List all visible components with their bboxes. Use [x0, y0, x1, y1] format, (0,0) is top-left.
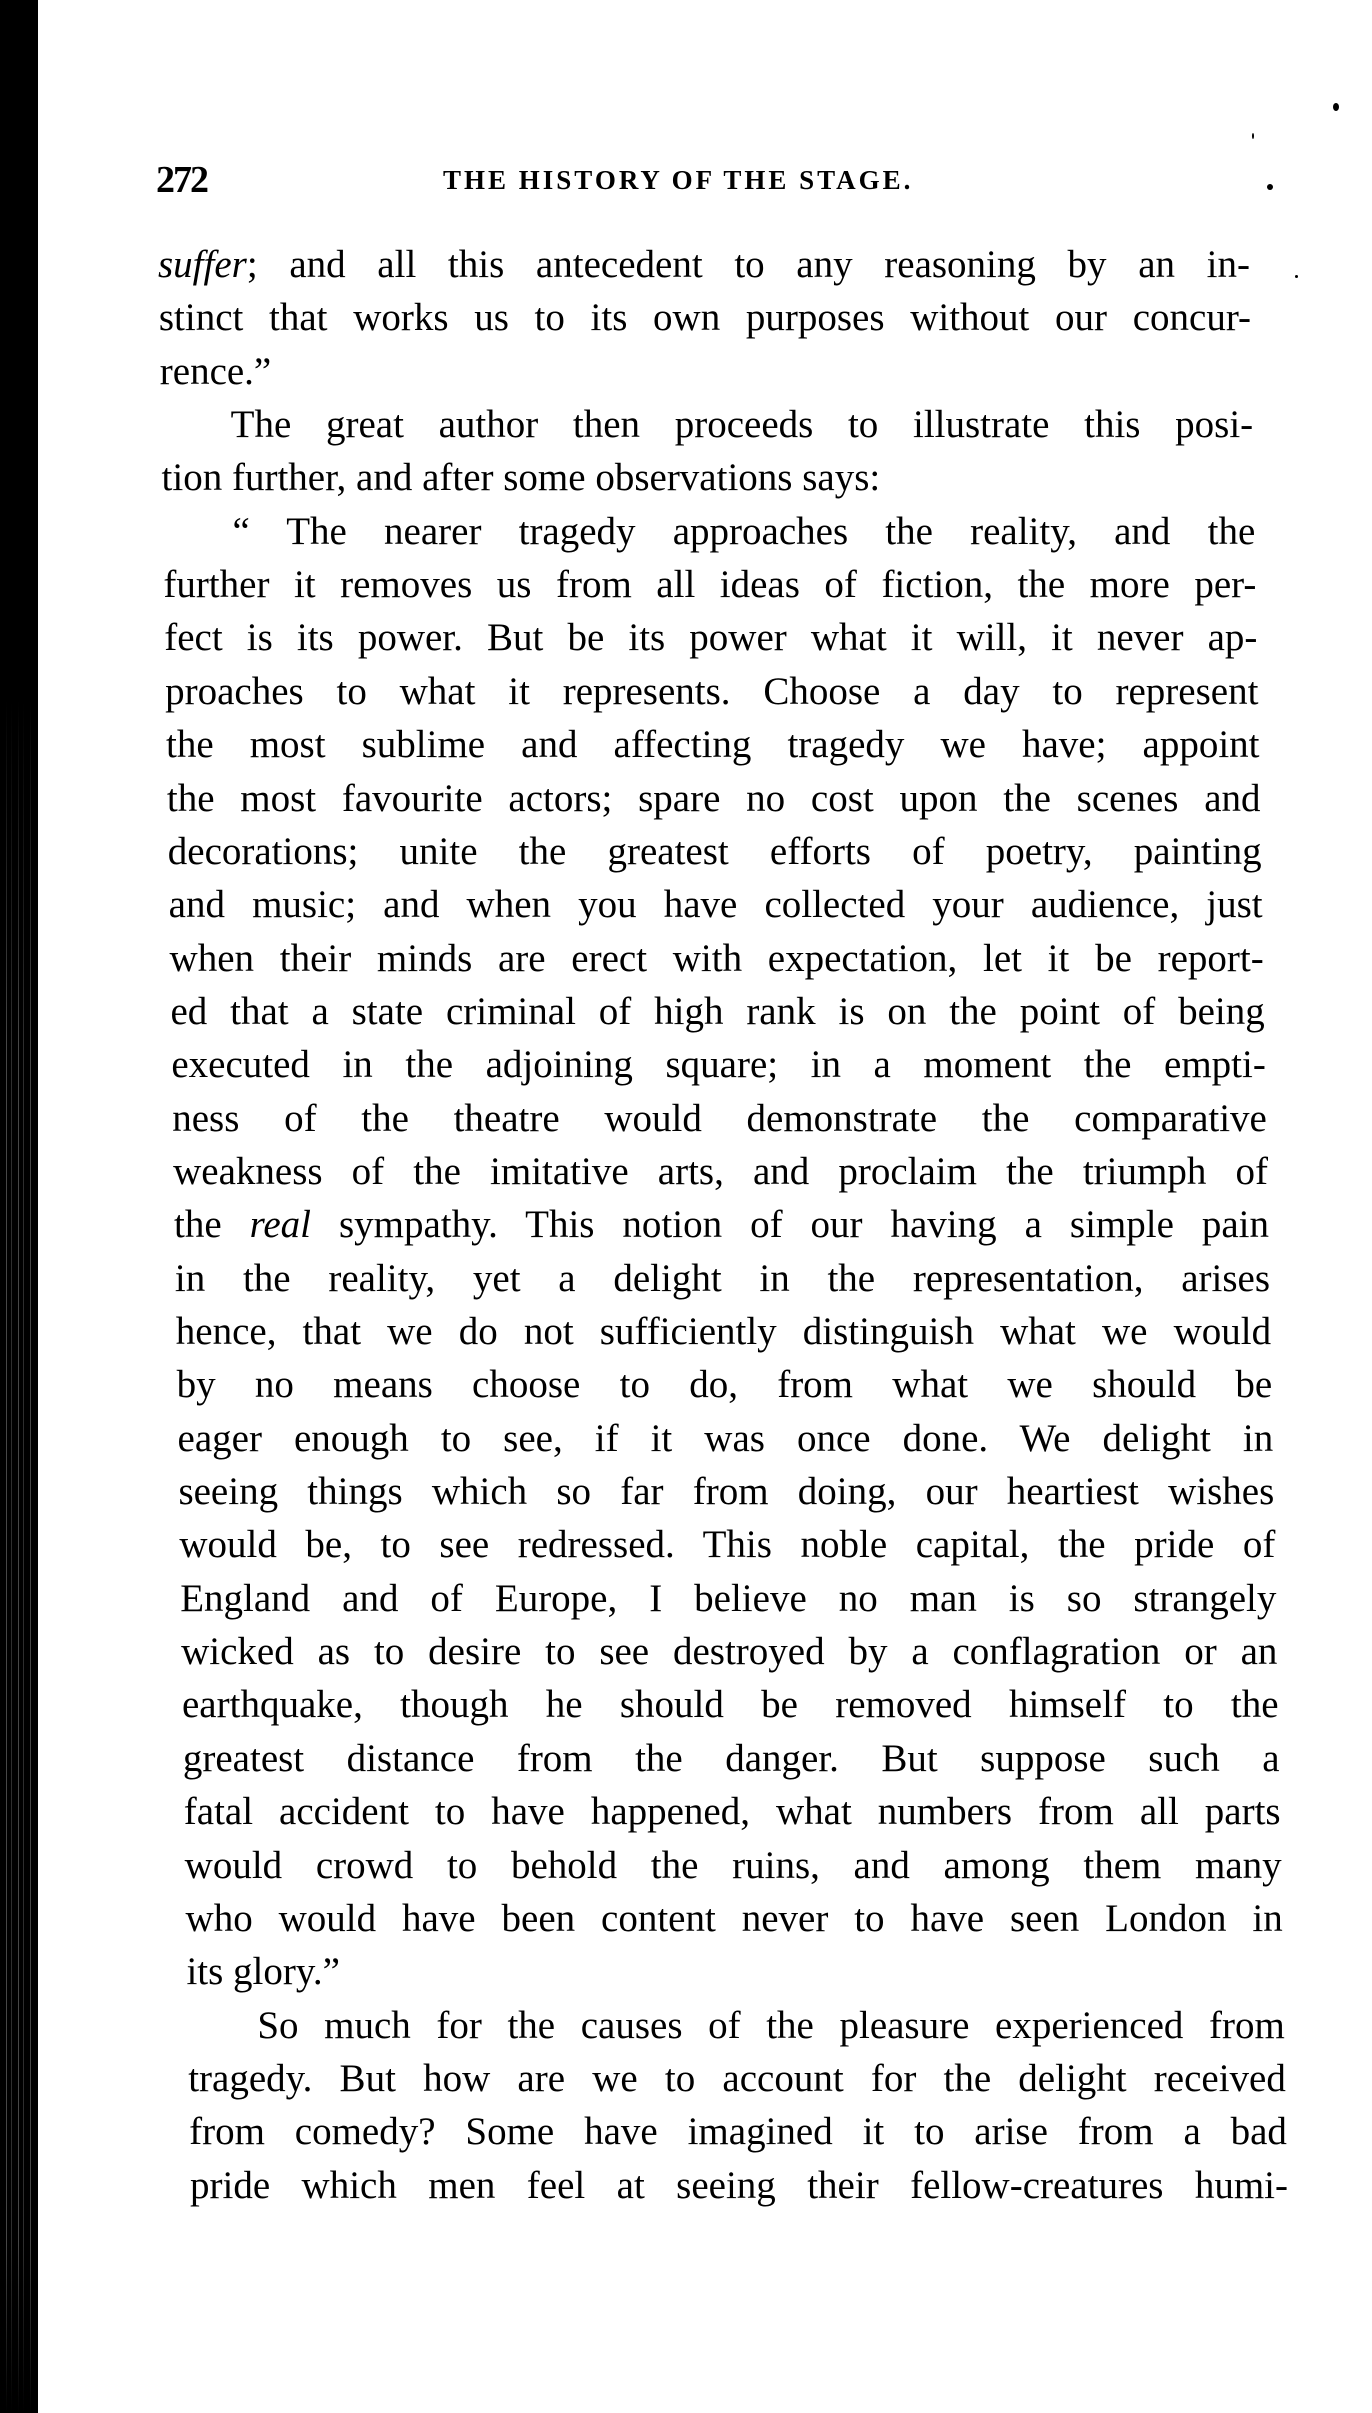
line-text: decorations; unite the greatest efforts of poetry, painting — [167, 829, 1262, 873]
line-text: by no means choose to do, from what we should be — [176, 1363, 1273, 1407]
binding-texture — [0, 700, 34, 2413]
line-text: the most favourite actors; spare no cost upon the scenes and — [166, 776, 1261, 820]
italic-word: suffer — [158, 243, 247, 286]
text-line — [184, 1787, 1281, 1837]
line-text: further it removes us from all ideas of fiction, the more per- — [163, 563, 1257, 607]
text-line — [183, 1734, 1280, 1784]
italic-word: real — [249, 1203, 312, 1247]
text-line — [162, 453, 1255, 503]
text-line — [180, 1574, 1276, 1624]
line-text: in the reality, yet a delight in the representation, arises — [174, 1256, 1271, 1300]
line-text: tion further, and after some observations says: — [161, 456, 881, 500]
text-line — [164, 613, 1257, 663]
text-line — [232, 507, 1255, 557]
line-text: “ The nearer tragedy approaches the reality, and the — [232, 509, 1256, 553]
scan-speck — [1252, 133, 1254, 139]
line-text: pride which men feel at seeing their fellow-creatures humi- — [190, 2163, 1288, 2207]
line-text: fatal accident to have happened, what numbers from all parts — [183, 1790, 1281, 1834]
line-text: would crowd to behold the ruins, and among them many — [184, 1843, 1282, 1887]
text-line — [176, 1307, 1271, 1357]
scan-speck — [1295, 275, 1298, 278]
text-line — [178, 1467, 1274, 1517]
line-text: weakness of the imitative arts, and proclaim the triumph of — [173, 1149, 1268, 1193]
text-line — [172, 1094, 1267, 1144]
text-line — [159, 293, 1251, 343]
line-text: would be, to see redressed. This noble capital, the pride of — [179, 1523, 1276, 1567]
line-text: fect is its power. But be its power what it will, it never ap- — [164, 616, 1258, 660]
text-line — [167, 774, 1261, 824]
text-line — [190, 2161, 1288, 2211]
text-line — [188, 2054, 1286, 2104]
line-text: The great author then proceeds to illustrate this posi- — [230, 403, 1254, 447]
page-number: 272 — [156, 159, 207, 201]
scan-speck — [1267, 184, 1273, 190]
line-text: the most sublime and affecting tragedy we have; appoint — [166, 723, 1260, 767]
text-line — [177, 1360, 1273, 1410]
line-text: ness of the theatre would demonstrate the comparative — [172, 1096, 1267, 1140]
text-line — [170, 987, 1264, 1037]
text-line — [168, 827, 1262, 877]
line-text: wicked as to desire to see destroyed by a conflagration or an — [181, 1630, 1278, 1674]
text-line — [185, 1841, 1282, 1891]
line-text: greatest distance from the danger. But suppose such a — [182, 1736, 1280, 1780]
line-text: England and of Europe, I believe no man is so strangely — [180, 1576, 1277, 1620]
text-line — [189, 2107, 1287, 2157]
text-line — [174, 1200, 1269, 1250]
text-line — [181, 1627, 1277, 1677]
line-text: executed in the adjoining square; in a moment the empti- — [171, 1043, 1266, 1087]
text-line — [173, 1147, 1268, 1197]
line-text: hence, that we do not sufficiently distinguish what we would — [175, 1310, 1272, 1353]
text-line — [178, 1414, 1274, 1464]
line-text: ed that a state criminal of high rank is on the point of being — [170, 989, 1265, 1033]
text-line — [170, 934, 1264, 984]
line-text: rence.” — [159, 349, 272, 393]
line-text: earthquake, though he should be removed himself to the — [182, 1683, 1279, 1727]
text-line — [186, 1947, 1283, 1997]
line-text: tragedy. But how are we to account for the delight received — [188, 2056, 1286, 2100]
line-text: from comedy? Some have imagined it to arise from a bad — [189, 2110, 1287, 2154]
line-text: So much for the causes of the pleasure experienced from — [257, 2003, 1285, 2047]
scan-speck — [1333, 103, 1339, 111]
text-line — [166, 720, 1260, 770]
text-line — [186, 1894, 1283, 1944]
line-text: ; and all this antecedent to any reasoning by an in- — [246, 243, 1250, 286]
text-line — [175, 1254, 1270, 1304]
text-line — [171, 1040, 1266, 1090]
line-text: and music; and when you have collected your audience, just — [168, 883, 1263, 927]
text-line — [179, 1520, 1275, 1570]
text-line — [231, 400, 1254, 450]
text-line — [163, 560, 1256, 610]
line-text: sympathy. This notion of our having a simple pain — [311, 1203, 1269, 1247]
line-text: eager enough to see, if it was once done. We delight in — [177, 1416, 1274, 1460]
running-head: THE HISTORY OF THE STAGE. — [443, 165, 914, 195]
text-line — [169, 880, 1263, 930]
text-line — [158, 240, 1250, 290]
text-line — [165, 667, 1258, 717]
line-text: its glory.” — [186, 1950, 340, 1994]
text-line — [160, 347, 1252, 397]
line-text: stinct that works us to its own purposes without our concur- — [158, 296, 1252, 340]
text-line — [257, 2001, 1285, 2051]
line-text: who would have been content never to have seen London in — [185, 1896, 1283, 1940]
line-text: the — [174, 1203, 250, 1247]
line-text: seeing things which so far from doing, our heartiest wishes — [178, 1470, 1275, 1514]
line-text: when their minds are erect with expectation, let it be report- — [169, 936, 1264, 980]
line-text: proaches to what it represents. Choose a day to represent — [165, 669, 1259, 713]
text-line — [182, 1680, 1279, 1730]
